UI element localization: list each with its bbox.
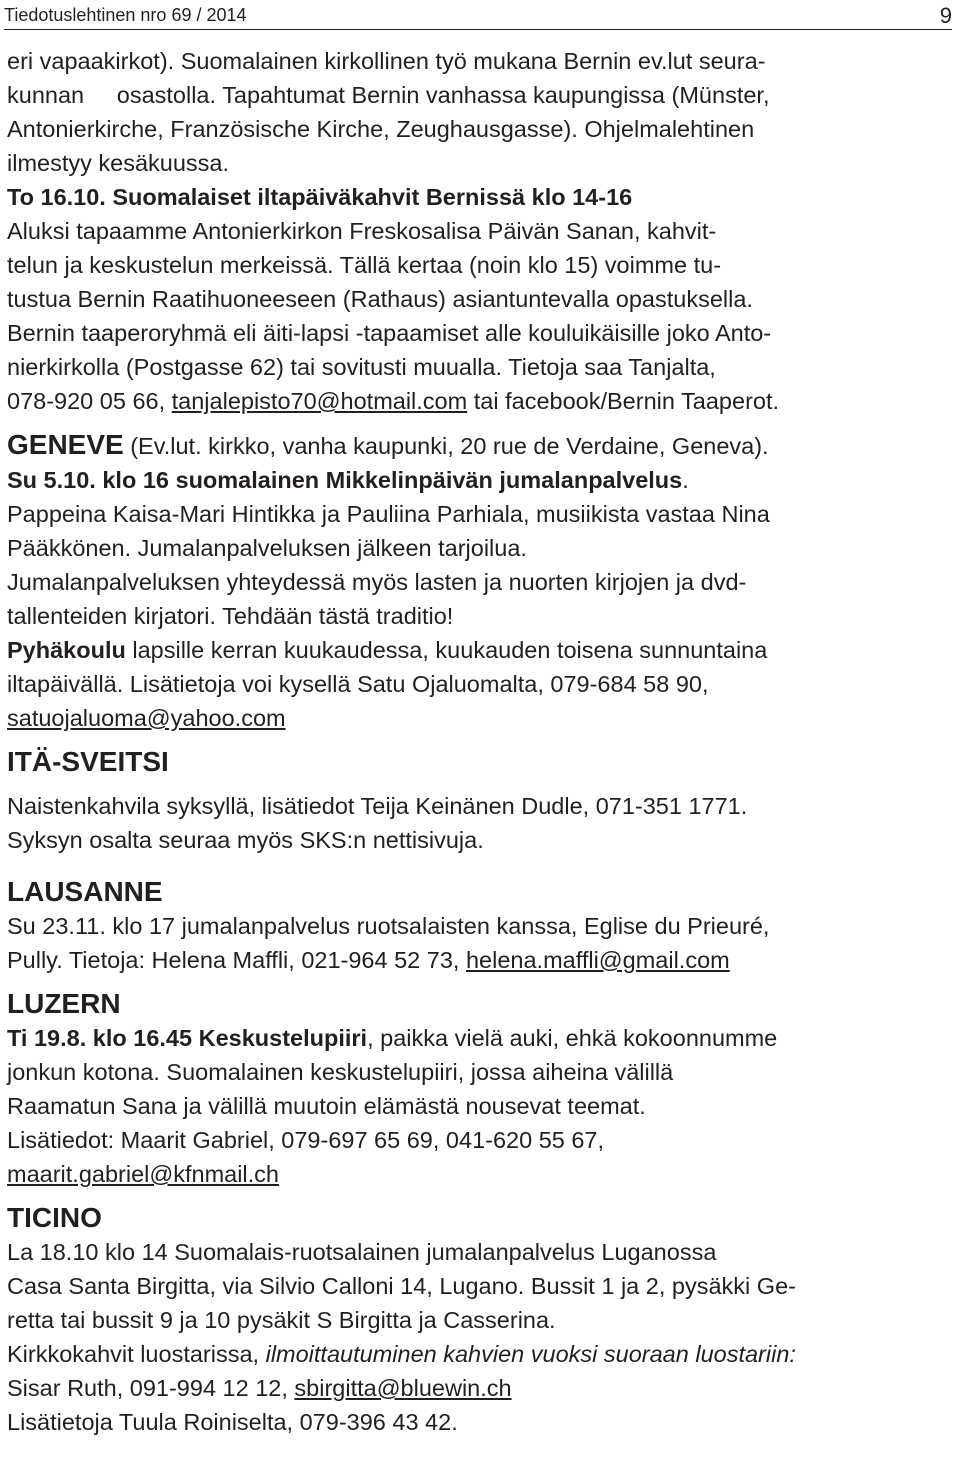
text-line [7,1371,955,1405]
text-line: ilmestyy kesäkuussa. [7,150,230,176]
text-line: La 18.10 klo 14 Suomalais-ruotsalainen jumalanpalvelus Luganossa [7,1239,717,1265]
text-span: Sisar Ruth, 091-994 12 12, [7,1375,295,1401]
location-text: (Ev.lut. kirkko, vanha kaupunki, 20 rue de Verdaine, Geneva). [123,433,769,459]
section-title: TICINO [7,1202,102,1233]
text-line: retta tai bussit 9 ja 10 pysäkit S Birgitta ja Casserina. [7,1307,556,1333]
publication-title: Tiedotuslehtinen nro 69 / 2014 [4,5,247,25]
text-line: jonkun kotona. Suomalainen keskustelupiiri, jossa aiheina välillä [7,1059,674,1085]
email-link[interactable]: maarit.gabriel@kfnmail.ch [7,1161,280,1187]
page-header [4,2,952,30]
text-line: Lisätiedot: Maarit Gabriel, 079-697 65 69, 041-620 55 67, [7,1127,605,1153]
text-line [7,1157,955,1191]
section-ita-sveitsi [7,745,955,857]
section-geneve [7,428,955,735]
text-line: telun ja keskustelun merkeissä. Tällä kertaa (noin klo 15) voimme tu- [7,252,722,278]
text-line: Syksyn osalta seuraa myös SKS:n nettisivuja. [7,827,484,853]
section-title-line [7,428,955,463]
text-line: Pääkkönen. Jumalanpalveluksen jälkeen tarjoilua. [7,535,527,561]
email-link[interactable]: helena.maffli@gmail.com [465,947,730,973]
text-line: Antonierkirche, Französische Kirche, Zeughausgasse). Ohjelmalehtinen [7,116,755,142]
text-line: Raamatun Sana ja välillä muutoin elämästä nousevat teemat. [7,1093,646,1119]
text-line: Su 23.11. klo 17 jumalanpalvelus ruotsalaisten kanssa, Eglise du Prieuré, [7,913,770,939]
event-heading: To 16.10. Suomalaiset iltapäiväkahvit Bernissä klo 14-16 [7,184,633,210]
text-line: Bernin taaperoryhmä eli äiti-lapsi -tapaamiset alle kouluikäisille joko Anto- [7,320,772,346]
text-line: tustua Bernin Raatihuoneeseen (Rathaus) asiantuntevalla opastuksella. [7,286,753,312]
section-title: GENEVE [7,429,124,460]
section-title: LUZERN [7,988,121,1019]
section-ticino [7,1201,955,1439]
text-line [7,384,955,418]
event-to-1610 [7,180,955,418]
event-heading-line [7,463,955,497]
italic-note: ilmoittautuminen kahvien vuoksi suoraan luostariin: [265,1341,796,1367]
text-span: tai facebook/Bernin Taaperot. [467,388,780,414]
section-title: LAUSANNE [7,876,163,907]
text-span: Kirkkokahvit luostarissa, [7,1341,266,1367]
text-line: Naistenkahvila syksyllä, lisätiedot Teija Keinänen Dudle, 071-351 1771. [7,793,748,819]
text-line: Aluksi tapaamme Antonierkirkon Freskosalisa Päivän Sanan, kahvit- [7,218,717,244]
page-number: 9 [939,3,952,28]
text-line [7,701,955,735]
text-span: , paikka vielä auki, ehkä kokoonnumme [367,1025,778,1051]
text-line: nierkirkolla (Postgasse 62) tai sovitusti muualla. Tietoja saa Tanjalta, [7,354,716,380]
event-heading: Su 5.10. klo 16 suomalainen Mikkelinpäivän jumalanpalvelus [7,467,683,493]
event-heading: Ti 19.8. klo 16.45 Keskustelupiiri [7,1025,368,1051]
section-title: ITÄ-SVEITSI [7,746,169,777]
article-body [7,44,955,1439]
email-link[interactable]: tanjalepisto70@hotmail.com [171,388,468,414]
text-span: lapsille kerran kuukaudessa, kuukauden toisena sunnuntaina [125,637,768,663]
text-line: eri vapaakirkot). Suomalainen kirkollinen työ mukana Bernin ev.lut seura- [7,48,766,74]
text-line: tallenteiden kirjatori. Tehdään tästä traditio! [7,603,454,629]
bold-term: Pyhäkoulu [7,637,126,663]
text-line: kunnan osastolla. Tapahtumat Bernin vanhassa kaupungissa (Münster, [7,82,770,108]
text-line: Pappeina Kaisa-Mari Hintikka ja Pauliina Parhiala, musiikista vastaa Nina [7,501,770,527]
email-link[interactable]: satuojaluoma@yahoo.com [7,705,286,731]
section-luzern [7,987,955,1191]
text-span: Pully. Tietoja: Helena Maffli, 021-964 52 73, [7,947,466,973]
text-line: Jumalanpalveluksen yhteydessä myös lasten ja nuorten kirjojen ja dvd- [7,569,747,595]
text-line: Casa Santa Birgitta, via Silvio Calloni 14, Lugano. Bussit 1 ja 2, pysäkki Ge- [7,1273,796,1299]
text-span: 078-920 05 66, [7,388,172,414]
text-span: . [682,467,689,493]
section-lausanne [7,875,955,977]
text-line: iltapäivällä. Lisätietoja voi kysellä Satu Ojaluomalta, 079-684 58 90, [7,671,709,697]
email-link[interactable]: sbirgitta@bluewin.ch [294,1375,512,1401]
text-line [7,943,955,977]
text-line [7,1337,955,1371]
text-line: Lisätietoja Tuula Roiniselta, 079-396 43 42. [7,1409,458,1435]
text-line [7,633,955,667]
text-line [7,1021,955,1055]
intro-paragraph [7,44,955,180]
